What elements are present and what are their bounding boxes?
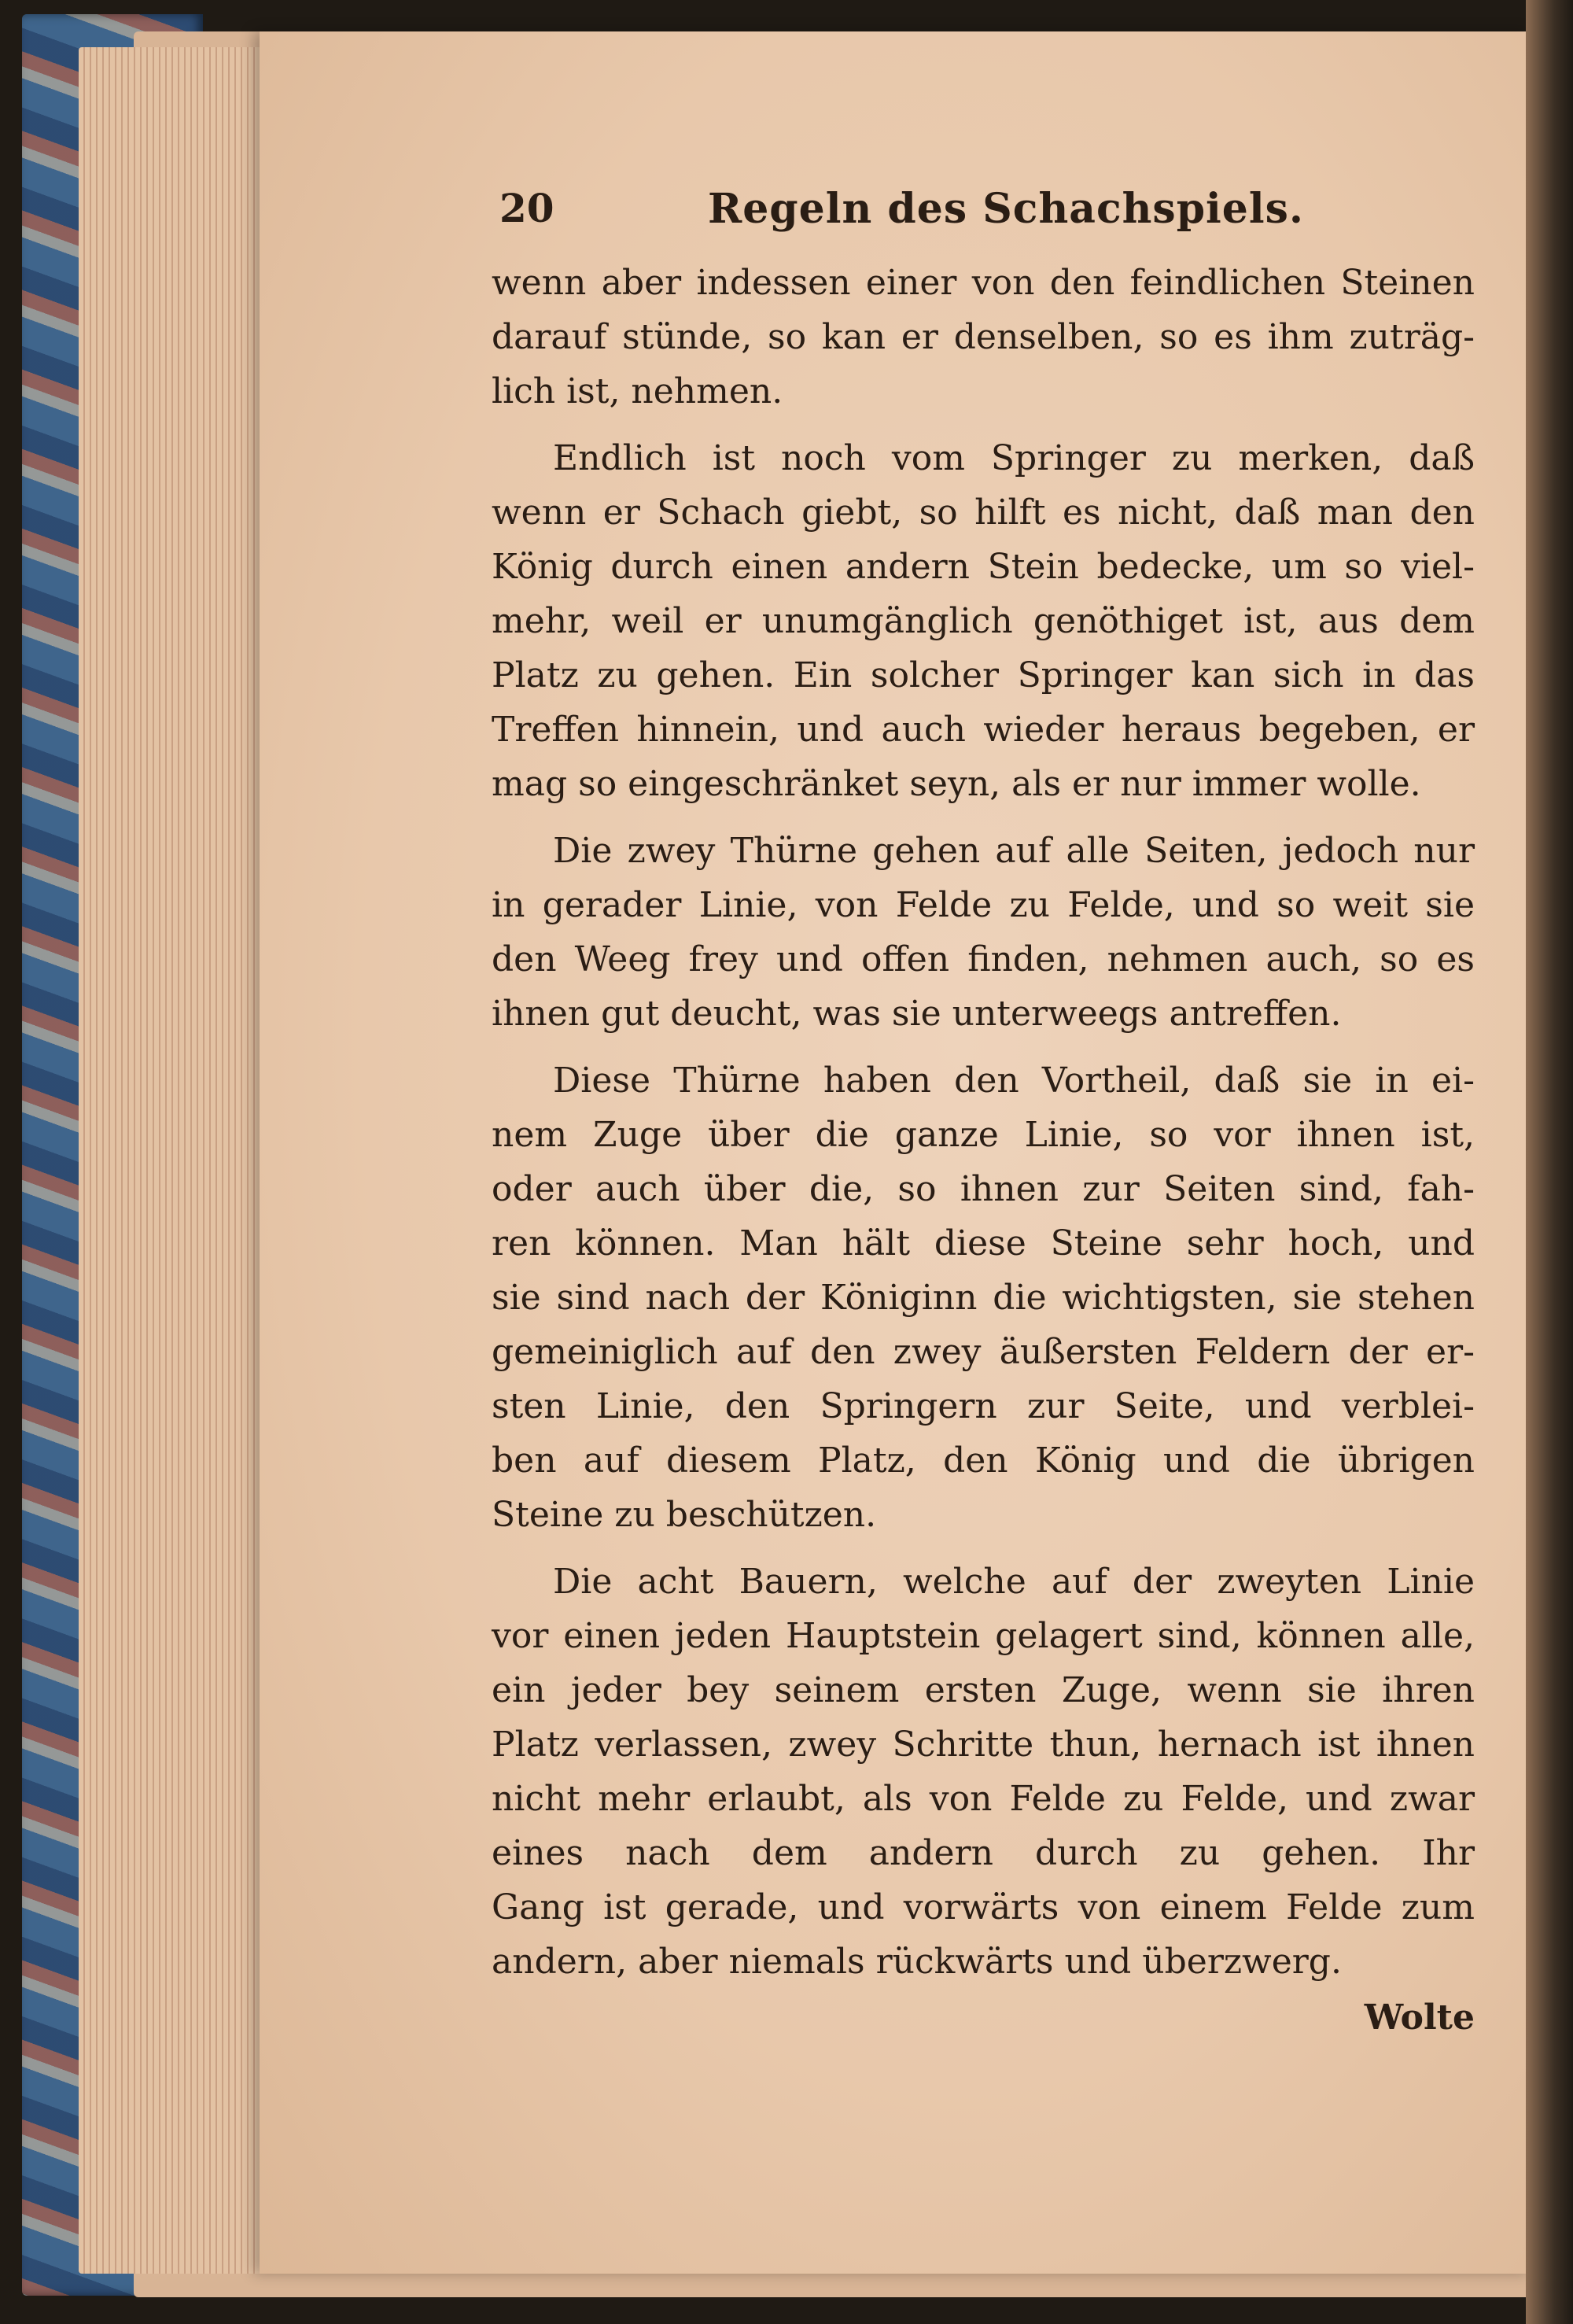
text-line: ihnen gut deucht, was sie unterweegs antreffen. [492, 994, 1342, 1034]
text-line: eines nach dem andern durch zu gehen. Ihr [492, 1833, 1475, 1873]
running-title: Regeln des Schachspiels. [708, 185, 1305, 233]
text-line: darauf stünde, so kan er denselben, so es ihm zuträg- [492, 317, 1475, 357]
text-line: Endlich ist noch vom Springer zu merken, daß [553, 438, 1475, 478]
paragraph-5 [492, 1555, 1475, 1989]
text-line: in gerader Linie, von Felde zu Felde, und so weit sie [492, 885, 1475, 925]
paragraph-1 [492, 256, 1475, 419]
text-line: andern, aber niemals rückwärts und überzwerg. [492, 1942, 1342, 1982]
paragraph-2 [492, 431, 1475, 811]
text-line: lich ist, nehmen. [492, 371, 783, 411]
text-line: ein jeder bey seinem ersten Zuge, wenn sie ihren [492, 1670, 1475, 1710]
text-line: Platz zu gehen. Ein solcher Springer kan sich in das [492, 655, 1475, 695]
text-line: Treffen hinnein, und auch wieder heraus begeben, er [492, 710, 1475, 750]
text-line: sten Linie, den Springern zur Seite, und verblei- [492, 1386, 1475, 1426]
text-line: vor einen jeden Hauptstein gelagert sind, können alle, [492, 1616, 1475, 1656]
text-line: Die zwey Thürne gehen auf alle Seiten, jedoch nur [553, 831, 1475, 871]
text-line: mag so eingeschränket seyn, als er nur immer wolle. [492, 764, 1421, 804]
text-line: wenn aber indessen einer von den feindlichen Steinen [492, 263, 1475, 303]
text-line: Gang ist gerade, und vorwärts von einem Felde zum [492, 1887, 1475, 1927]
paragraph-4 [492, 1053, 1475, 1542]
text-line: nicht mehr erlaubt, als von Felde zu Felde, und zwar [492, 1779, 1475, 1819]
text-line: König durch einen andern Stein bedecke, um so viel- [492, 547, 1475, 587]
text-line: den Weeg frey und offen finden, nehmen auch, so es [492, 939, 1475, 979]
text-line: oder auch über die, so ihnen zur Seiten sind, fah- [492, 1169, 1475, 1209]
page-edges [79, 47, 283, 2274]
text-line: gemeiniglich auf den zwey äußersten Feldern der er- [492, 1332, 1475, 1372]
catchword: Wolte [1364, 1998, 1475, 2038]
text-line: ben auf diesem Platz, den König und die übrigen [492, 1441, 1475, 1481]
text-line: wenn er Schach giebt, so hilft es nicht, daß man den [492, 492, 1475, 533]
text-line: ren können. Man hält diese Steine sehr hoch, und [492, 1223, 1475, 1263]
text-line: sie sind nach der Königinn die wichtigsten, sie stehen [492, 1278, 1475, 1318]
text-line: nem Zuge über die ganze Linie, so vor ihnen ist, [492, 1115, 1475, 1155]
text-line: Diese Thürne haben den Vortheil, daß sie in ei- [553, 1061, 1475, 1101]
page-header [492, 185, 1475, 256]
text-line: mehr, weil er unumgänglich genöthiget ist, aus dem [492, 601, 1475, 641]
page-number: 20 [499, 185, 554, 231]
paragraph-3 [492, 824, 1475, 1041]
page-text [492, 185, 1475, 2045]
binding-shadow [1526, 0, 1573, 2324]
text-line: Die acht Bauern, welche auf der zweyten Linie [553, 1562, 1475, 1602]
text-line: Platz verlassen, zwey Schritte thun, hernach ist ihnen [492, 1725, 1475, 1765]
text-line: Steine zu beschützen. [492, 1495, 877, 1535]
